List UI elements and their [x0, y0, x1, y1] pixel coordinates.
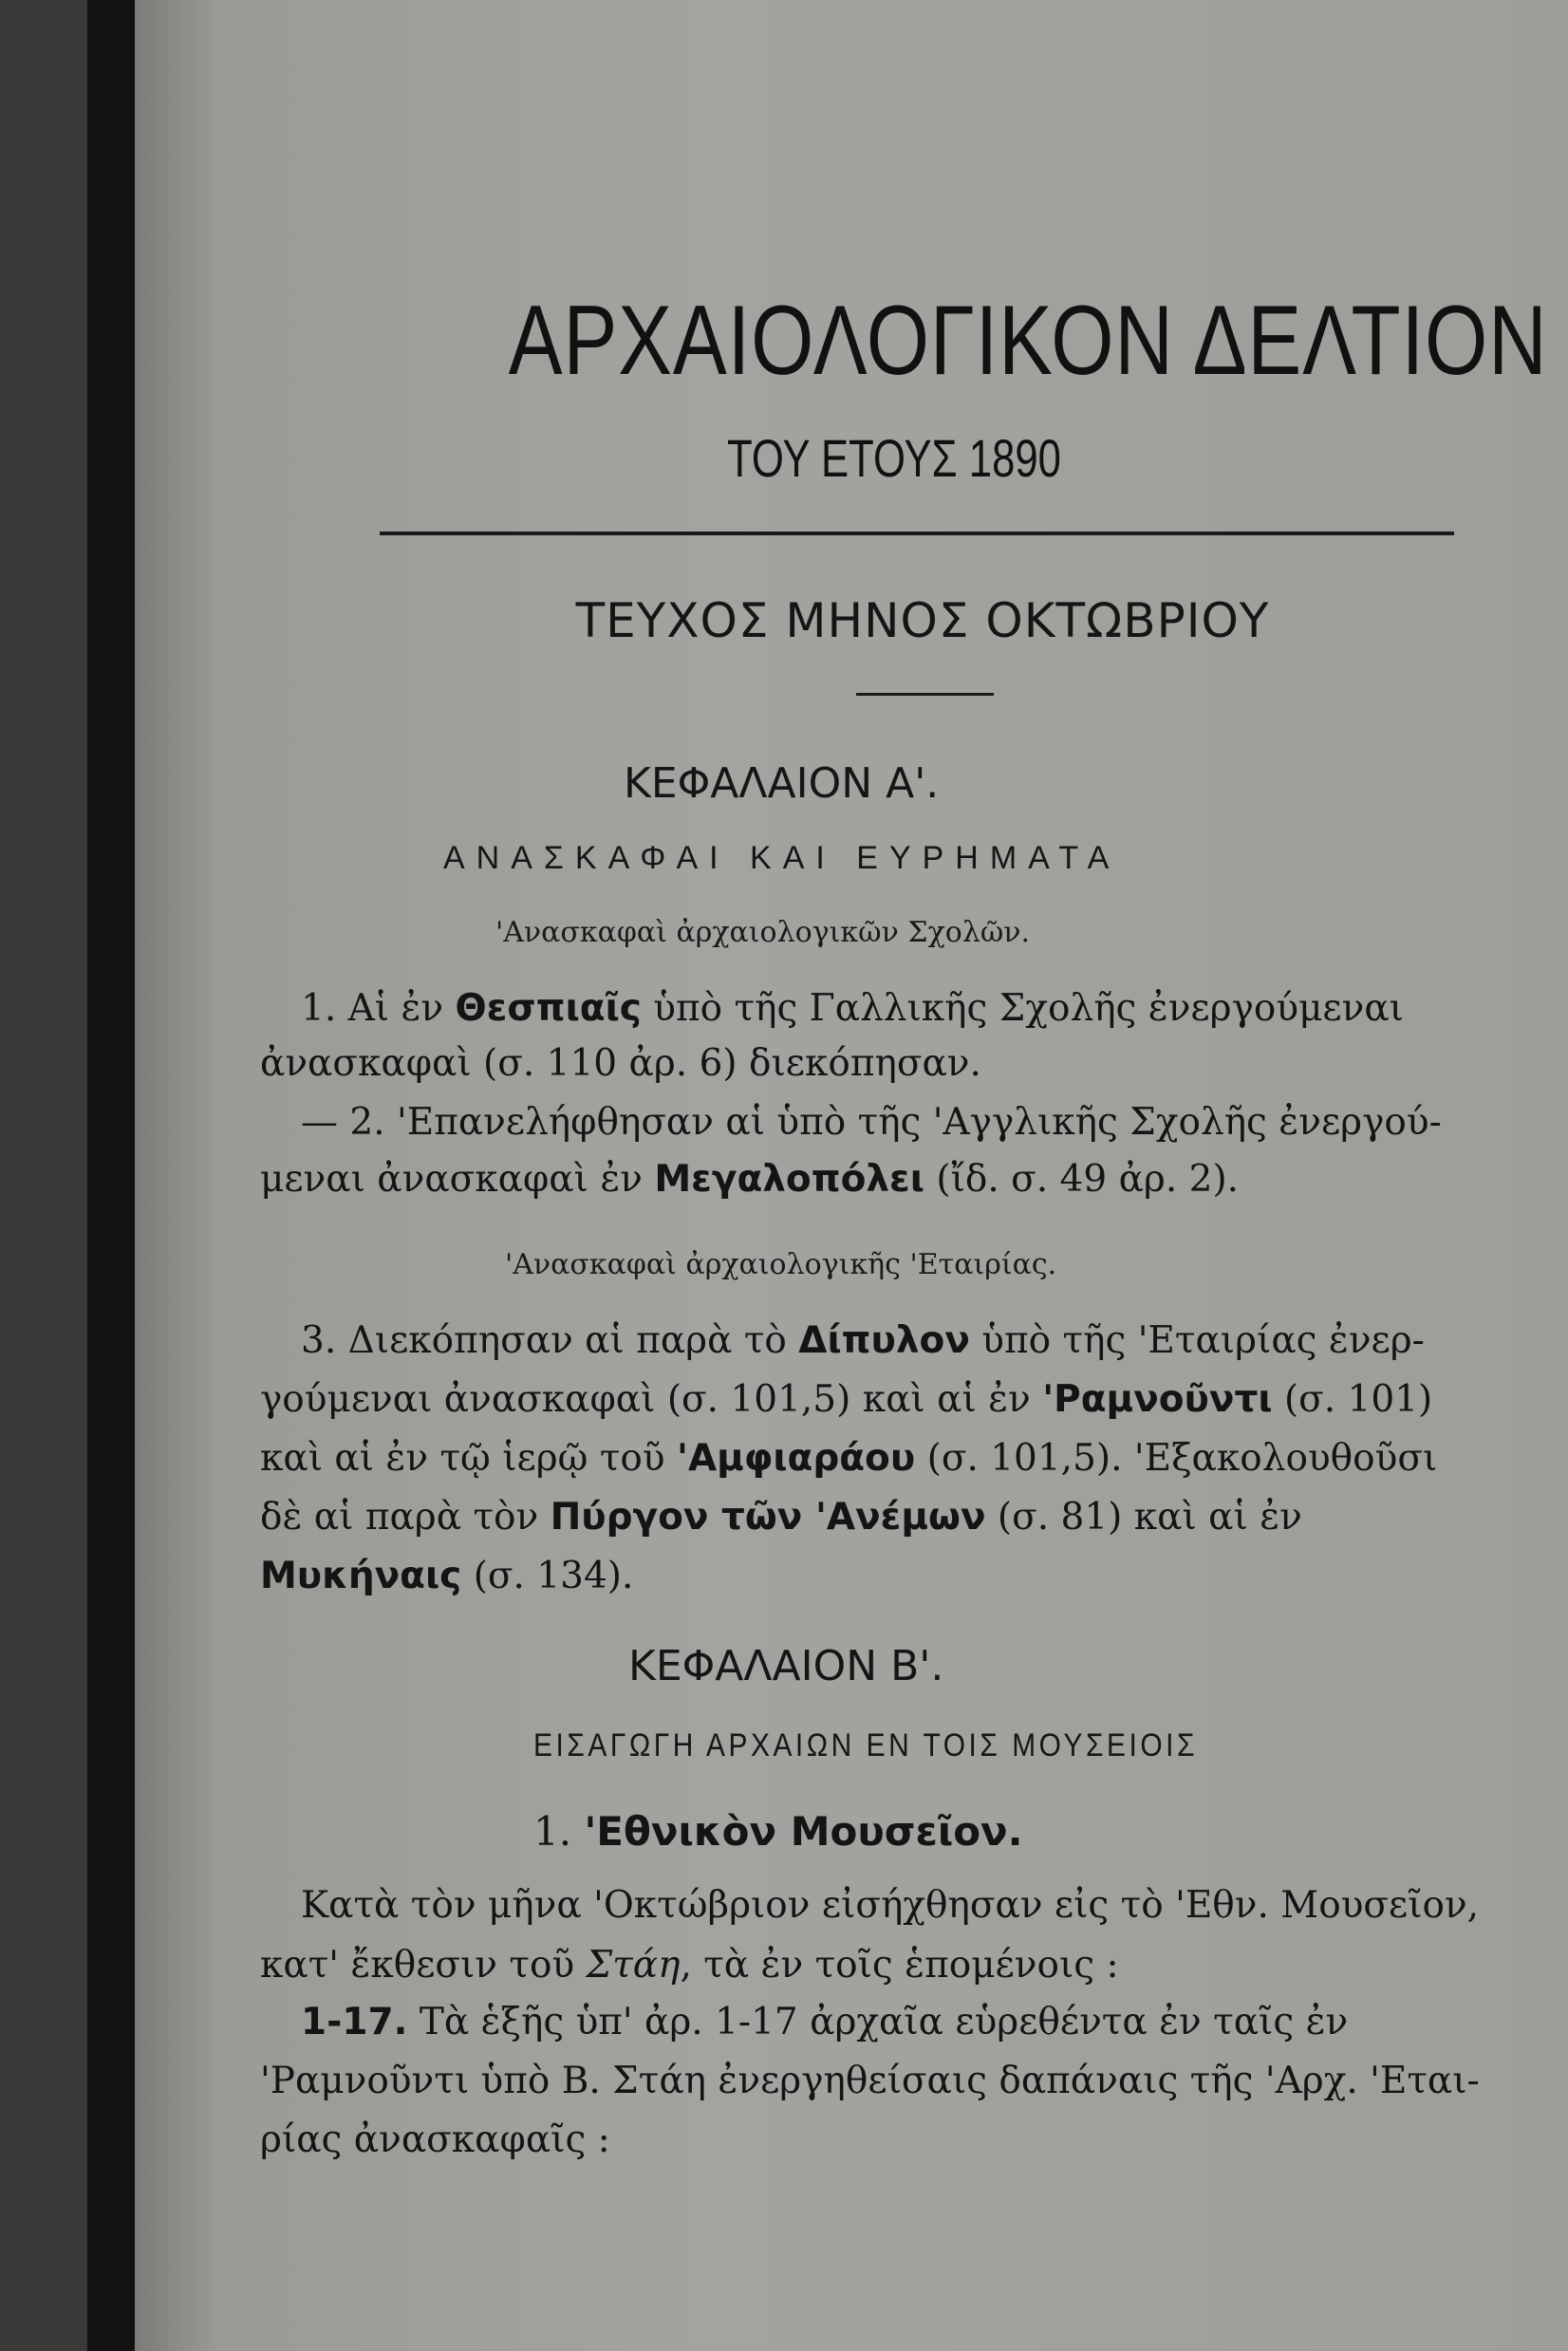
chapter-b-line-4: 'Ραμνοῦντι ὑπὸ Β. Στάη ἐνεργηθείσαις δαπάναις τῆς 'Αρχ. 'Εται- — [260, 2060, 1480, 2102]
chapter-b-section: ΕΙΣΑΓΩΓΗ ΑΡΧΑΙΩΝ ΕΝ ΤΟΙΣ ΜΟΥΣΕΙΟΙΣ — [533, 1727, 1198, 1763]
book-page — [135, 0, 1568, 2351]
chapter-b-line-2 — [260, 1944, 1119, 1987]
chapter-a-subheading-2: 'Ανασκαφαὶ ἀρχαιολογικῆς 'Εταιρίας. — [505, 1248, 1057, 1281]
chapter-a-line-2: ἀνασκαφαὶ (σ. 110 ἀρ. 6) διεκόπησαν. — [260, 1042, 981, 1085]
chapter-b-heading: ΚΕΦΑΛΑΙΟΝ Β'. — [628, 1642, 944, 1690]
text-run: (σ. 81) καὶ αἱ ἐν — [985, 1496, 1302, 1539]
italic-term: Στάη — [586, 1944, 681, 1987]
background-left — [0, 0, 87, 2351]
divider-long — [380, 532, 1454, 535]
bold-term: 'Εθνικὸν Μουσεῖον. — [584, 1808, 1023, 1855]
book-spine-shadow — [87, 0, 135, 2351]
chapter-a-line-6 — [260, 1378, 1432, 1421]
text-run: 1. — [533, 1808, 585, 1855]
text-run: γούμεναι ἀνασκαφαὶ (σ. 101,5) καὶ αἱ ἐν — [260, 1378, 1043, 1421]
issue-title: ΤΕΥΧΟΣ ΜΗΝΟΣ ΟΚΤΩΒΡΙΟΥ — [575, 593, 1270, 648]
chapter-a-section: ΑΝΑΣΚΑΦΑΙ ΚΑΙ ΕΥΡΗΜΑΤΑ — [443, 840, 1121, 876]
chapter-a-subheading-1: 'Ανασκαφαὶ ἀρχαιολογικῶν Σχολῶν. — [495, 916, 1031, 949]
text-run: 3. Διεκόπησαν αἱ παρὰ τὸ — [301, 1319, 799, 1362]
bold-term: 'Ραμνοῦντι — [1042, 1378, 1273, 1421]
chapter-b-item-heading — [533, 1808, 1023, 1855]
journal-title: ΑΡΧΑΙΟΛΟΓΙΚΟΝ ΔΕΛΤΙΟΝ — [508, 286, 1548, 396]
text-run: (σ. 134). — [461, 1555, 634, 1597]
divider-short — [856, 693, 994, 696]
chapter-b-line-5: ρίας ἀνασκαφαῖς : — [260, 2118, 610, 2161]
chapter-a-line-8 — [260, 1496, 1302, 1539]
chapter-a-line-4 — [260, 1158, 1239, 1201]
bold-term: Μεγαλοπόλει — [654, 1158, 924, 1201]
chapter-b-line-1: Κατὰ τὸν μῆνα 'Οκτώβριον εἰσήχθησαν εἰς τὸ 'Εθν. Μουσεῖον, — [301, 1884, 1480, 1927]
text-run: (σ. 101) — [1272, 1378, 1433, 1421]
text-run: ὑπὸ τῆς Γαλλικῆς Σχολῆς ἐνεργούμεναι — [641, 987, 1404, 1030]
text-run: ὑπὸ τῆς 'Εταιρίας ἐνερ- — [969, 1319, 1425, 1362]
text-run: Τὰ ἑξῆς ὑπ' ἀρ. 1-17 ἀρχαῖα εὑρεθέντα ἐν ταῖς ἐν — [407, 2001, 1349, 2043]
chapter-b-line-3 — [301, 2001, 1348, 2043]
chapter-a-line-5 — [301, 1319, 1425, 1362]
bold-term: Μυκήναις — [260, 1555, 462, 1597]
year-line: ΤΟΥ ΕΤΟΥΣ 1890 — [727, 428, 1061, 488]
chapter-a-heading: ΚΕΦΑΛΑΙΟΝ Α'. — [624, 759, 940, 808]
text-run: δὲ αἱ παρὰ τὸν — [260, 1496, 551, 1539]
chapter-a-line-9 — [260, 1555, 633, 1597]
text-run: καὶ αἱ ἐν τῷ ἱερῷ τοῦ — [260, 1437, 678, 1480]
chapter-a-line-1 — [301, 987, 1404, 1030]
text-run: (σ. 101,5). 'Εξακολουθοῦσι — [915, 1437, 1438, 1480]
bold-term: Δίπυλον — [798, 1319, 970, 1362]
text-run: (ἴδ. σ. 49 ἀρ. 2). — [924, 1158, 1240, 1201]
text-run: μεναι ἀνασκαφαὶ ἐν — [260, 1158, 655, 1201]
chapter-a-line-3: — 2. 'Επανελήφθησαν αἱ ὑπὸ τῆς 'Αγγλικῆς Σχολῆς ἐνεργού- — [301, 1101, 1442, 1144]
bold-term: Θεσπιαῖς — [455, 987, 642, 1030]
text-run: κατ' ἔκθεσιν τοῦ — [260, 1944, 587, 1987]
text-run: , τὰ ἐν τοῖς ἑπομένοις : — [680, 1944, 1119, 1987]
bold-term: 'Αμφιαράου — [677, 1437, 916, 1480]
bold-term: 1-17. — [301, 2001, 408, 2043]
text-run: 1. Αἱ ἐν — [301, 987, 456, 1030]
bold-term: Πύργον τῶν 'Ανέμων — [550, 1496, 986, 1539]
chapter-a-line-7 — [260, 1437, 1437, 1480]
